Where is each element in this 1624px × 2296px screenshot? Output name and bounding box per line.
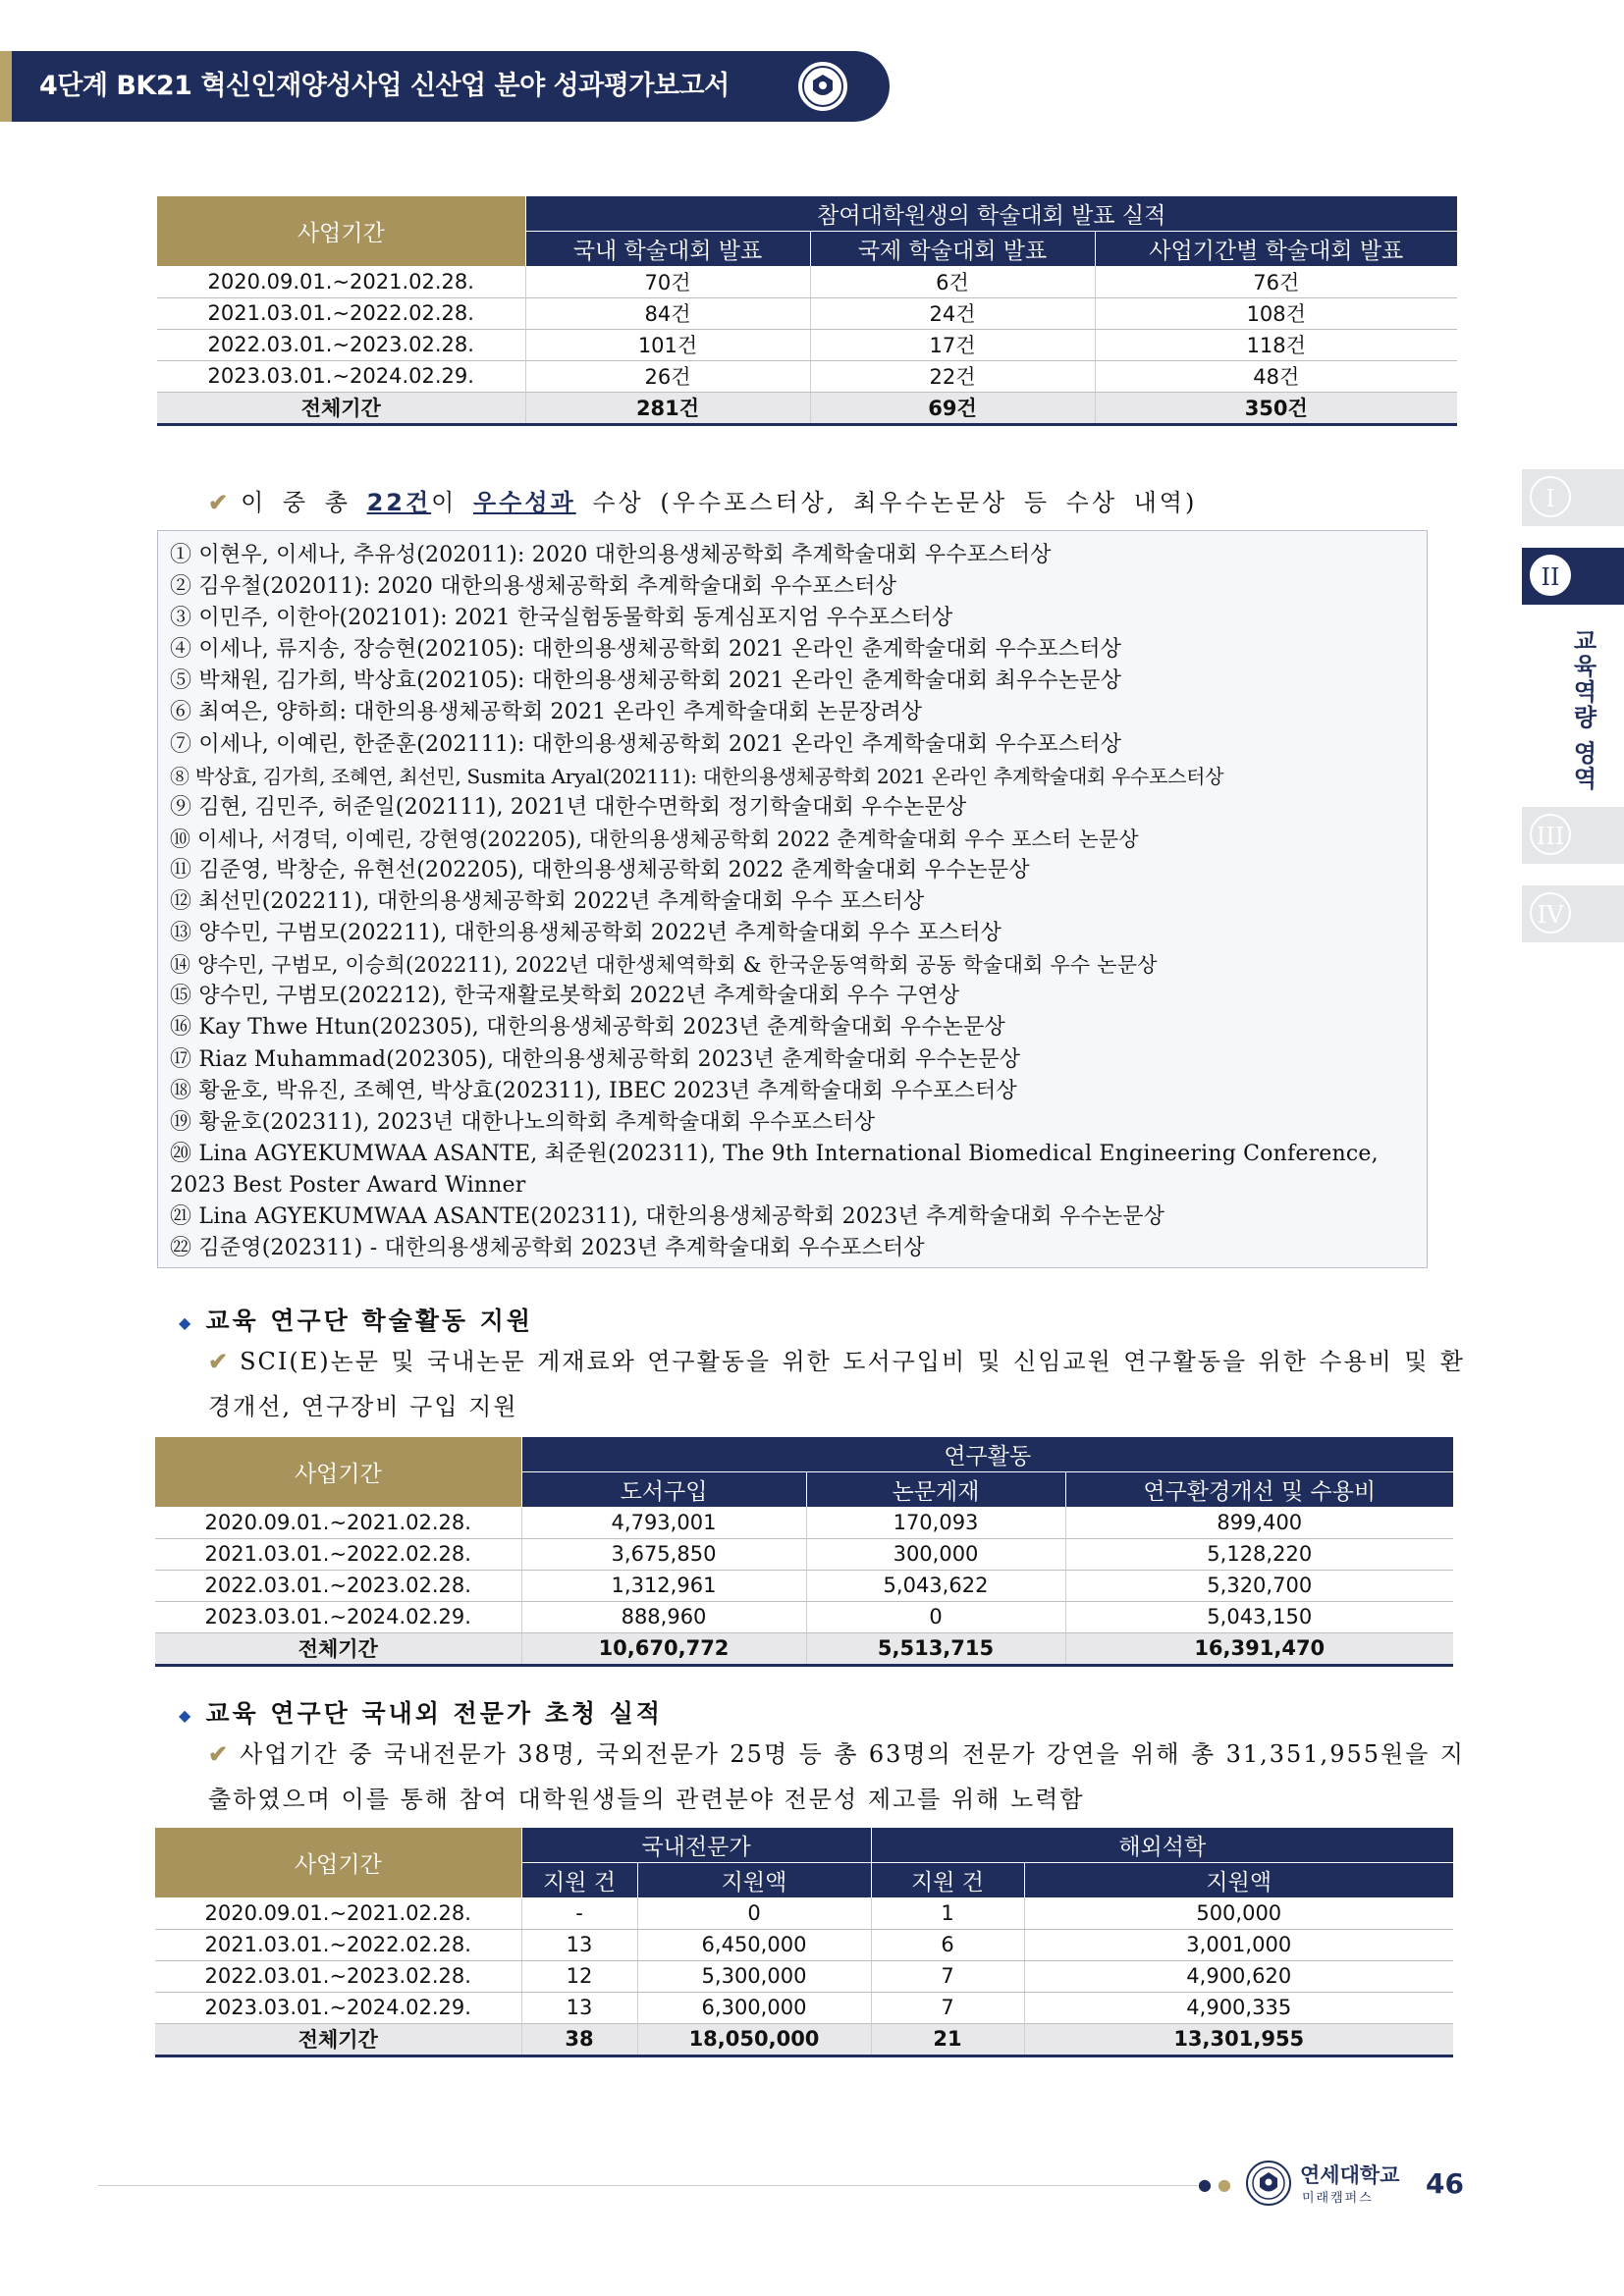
side-tab-4-label: IV: [1530, 892, 1571, 934]
table-row: [155, 1538, 1453, 1570]
table-cell: 888,960: [521, 1601, 806, 1632]
table-cell: 7: [871, 1992, 1024, 2023]
list-item: ⑮ 양수민, 구범모(202212), 한국재활로봇학회 2022년 추계학술대회 우수 구연상: [170, 984, 960, 1009]
table-cell: 2020.09.01.~2021.02.28.: [155, 1507, 521, 1538]
awards-list: [157, 530, 1428, 1268]
table2-group-header: 연구활동: [521, 1437, 1453, 1472]
table-cell: 6,450,000: [637, 1929, 871, 1960]
table-cell: 1: [871, 1897, 1024, 1929]
table2-col-header: 도서구입: [521, 1472, 806, 1508]
check-icon: ✔: [208, 1347, 231, 1375]
side-tab-3-label: III: [1530, 814, 1571, 855]
table3-group-header: 해외석학: [871, 1828, 1453, 1863]
table-cell: 350건: [1095, 392, 1457, 424]
side-tab-1-label: I: [1530, 476, 1571, 517]
list-item: ① 이현우, 이세나, 추유성(202011): 2020 대한의용생체공학회 추계학술대회 우수포스터상: [170, 543, 1052, 567]
table-total-row: [157, 392, 1457, 424]
list-item: ⑤ 박채원, 김가희, 박상효(202105): 대한의용생체공학회 2021 온라인 춘계학술대회 최우수논문상: [170, 668, 1122, 694]
table-cell: 2021.03.01.~2022.02.28.: [155, 1538, 521, 1570]
table3-col-header: 지원액: [637, 1863, 871, 1898]
list-item: ② 김우철(202011): 2020 대한의용생체공학회 추계학술대회 우수포스터상: [170, 574, 897, 600]
table-cell: 38: [521, 2023, 637, 2056]
diamond-bullet-icon: ◆: [179, 1312, 194, 1332]
table-cell: 69건: [810, 392, 1095, 424]
table-cell: 2022.03.01.~2023.02.28.: [155, 1960, 521, 1992]
table-cell: 17건: [810, 329, 1095, 360]
table-cell: 16,391,470: [1065, 1632, 1453, 1665]
table-cell: 26건: [525, 360, 810, 392]
list-item: ⑪ 김준영, 박창순, 유현선(202205), 대한의용생체공학회 2022 춘계학술대회 우수논문상: [170, 857, 1030, 882]
list-item: ㉒ 김준영(202311) - 대한의용생체공학회 2023년 추계학술대회 우수포스터상: [170, 1236, 925, 1261]
conference-presentations-table: [157, 196, 1457, 426]
table-row: [155, 1897, 1453, 1929]
list-item: ⑥ 최여은, 양하희: 대한의용생체공학회 2021 온라인 추계학술대회 논문장려상: [170, 700, 923, 725]
section-heading-text: 교육 연구단 국내외 전문가 초청 실적: [205, 1699, 664, 1728]
section3-text: 사업기간 중 국내전문가 38명, 국외전문가 25명 등 총 63명의 전문가 강연을 위해 총 31,351,955원을 지출하였으며 이를 통해 참여 대학원생들의 관련분야 전문성 제고를 위해 노력함: [208, 1740, 1465, 1813]
table-cell: 170,093: [806, 1507, 1065, 1538]
table-cell: 70건: [525, 266, 810, 297]
list-item: ⑦ 이세나, 이예린, 한준훈(202111): 대한의용생체공학회 2021 온라인 추계학술대회 우수포스터상: [170, 731, 1122, 757]
list-item: ⑬ 양수민, 구범모(202211), 대한의용생체공학회 2022년 추계학술대회 우수 포스터상: [170, 921, 1002, 946]
table-cell: 22건: [810, 360, 1095, 392]
table-cell: 2020.09.01.~2021.02.28.: [155, 1897, 521, 1929]
table-cell: 2022.03.01.~2023.02.28.: [157, 329, 525, 360]
check-icon: ✔: [208, 488, 232, 516]
list-item: ③ 이민주, 이한아(202101): 2021 한국실험동물학회 동계심포지엄 우수포스터상: [170, 606, 953, 631]
side-tab-2[interactable]: [1522, 548, 1624, 605]
table1-col-header: 국제 학술대회 발표: [810, 232, 1095, 267]
table-cell: 0: [637, 1897, 871, 1929]
list-item: ⑫ 최선민(202211), 대한의용생체공학회 2022년 추계학술대회 우수 포스터상: [170, 889, 925, 915]
table-cell: 21: [871, 2023, 1024, 2056]
list-item: ⑩ 이세나, 서경덕, 이예린, 강현영(202205), 대한의용생체공학회 2022 춘계학술대회 우수 포스터 논문상: [170, 827, 1139, 851]
table-cell: 24건: [810, 297, 1095, 329]
section-heading-academic-support: [179, 1302, 533, 1337]
table-row: [157, 360, 1457, 392]
table-row: [155, 1992, 1453, 2023]
page-number: 46: [1426, 2167, 1464, 2200]
section2-paragraph: [208, 1339, 1465, 1429]
awards-summary-prefix: 이 중 총: [241, 489, 367, 516]
table1-col-header: 사업기간별 학술대회 발표: [1095, 232, 1457, 267]
table-total-row: [155, 2023, 1453, 2056]
list-item: ⑱ 황윤호, 박유진, 조혜연, 박상효(202311), IBEC 2023년 추계학술대회 우수포스터상: [170, 1078, 1017, 1103]
table3-group-header: 국내전문가: [521, 1828, 871, 1863]
table-cell: 2021.03.01.~2022.02.28.: [157, 297, 525, 329]
footer-university-name: 연세대학교: [1300, 2163, 1400, 2187]
table-cell: 500,000: [1024, 1897, 1453, 1929]
table-cell: 1,312,961: [521, 1570, 806, 1601]
table3-col-header: 지원액: [1024, 1863, 1453, 1898]
table-cell: 전체기간: [155, 1632, 521, 1665]
list-item: ④ 이세나, 류지송, 장승현(202105): 대한의용생체공학회 2021 온라인 춘계학술대회 우수포스터상: [170, 637, 1122, 663]
list-item: ⑰ Riaz Muhammad(202305), 대한의용생체공학회 2023년 춘계학술대회 우수논문상: [170, 1046, 1021, 1072]
table-cell: 101건: [525, 329, 810, 360]
table-cell: 3,001,000: [1024, 1929, 1453, 1960]
table-cell: 0: [806, 1601, 1065, 1632]
awards-count: 22건: [366, 489, 432, 516]
section-heading-text: 교육 연구단 학술활동 지원: [205, 1307, 534, 1335]
table-cell: 5,513,715: [806, 1632, 1065, 1665]
table-cell: 2021.03.01.~2022.02.28.: [155, 1929, 521, 1960]
table-total-row: [155, 1632, 1453, 1665]
expert-invitation-table: [155, 1828, 1453, 2057]
table-cell: 300,000: [806, 1538, 1065, 1570]
list-item: ⑳ Lina AGYEKUMWAA ASANTE, 최준원(202311), The 9th International Biomedical Engineering Conference, 2023 Best Poster Award Winner: [170, 1141, 1379, 1198]
table-cell: 12: [521, 1960, 637, 1992]
table2-period-header: 사업기간: [155, 1437, 521, 1507]
table-cell: 2020.09.01.~2021.02.28.: [157, 266, 525, 297]
table-cell: 2023.03.01.~2024.02.29.: [155, 1601, 521, 1632]
table3-col-header: 지원 건: [871, 1863, 1024, 1898]
table-cell: 899,400: [1065, 1507, 1453, 1538]
table-cell: 전체기간: [155, 2023, 521, 2056]
section3-paragraph: [208, 1732, 1465, 1822]
table-cell: 13,301,955: [1024, 2023, 1453, 2056]
footer-dots-icon: ●●: [1198, 2175, 1237, 2194]
diamond-bullet-icon: ◆: [179, 1705, 194, 1725]
table1-group-header: 참여대학원생의 학술대회 발표 실적: [525, 196, 1457, 232]
table-cell: 48건: [1095, 360, 1457, 392]
table2-col-header: 연구환경개선 및 수용비: [1065, 1472, 1453, 1508]
table-cell: 7: [871, 1960, 1024, 1992]
table-cell: 2023.03.01.~2024.02.29.: [157, 360, 525, 392]
university-logo-icon: [1245, 2160, 1292, 2207]
side-tab-2-label: II: [1530, 555, 1571, 596]
list-item: ⑧ 박상효, 김가희, 조혜연, 최선민, Susmita Aryal(202111): 대한의용생체공학회 2021 온라인 추계학술대회 우수포스터상: [170, 764, 1224, 788]
table-cell: 5,043,150: [1065, 1601, 1453, 1632]
table-cell: 4,900,620: [1024, 1960, 1453, 1992]
table-cell: 118건: [1095, 329, 1457, 360]
side-tab-1[interactable]: [1522, 469, 1624, 526]
section2-text: SCI(E)논문 및 국내논문 게재료와 연구활동을 위한 도서구입비 및 신임교원 연구활동을 위한 수용비 및 환경개선, 연구장비 구입 지원: [208, 1348, 1465, 1420]
awards-summary-mid: 이: [431, 489, 473, 516]
table-cell: 3,675,850: [521, 1538, 806, 1570]
table-row: [157, 266, 1457, 297]
table3-period-header: 사업기간: [155, 1828, 521, 1897]
table-cell: -: [521, 1897, 637, 1929]
list-item: ⑨ 김현, 김민주, 허준일(202111), 2021년 대한수면학회 정기학술대회 우수논문상: [170, 794, 967, 820]
table-row: [155, 1960, 1453, 1992]
table-row: [157, 329, 1457, 360]
table-row: [155, 1570, 1453, 1601]
table-cell: 18,050,000: [637, 2023, 871, 2056]
table-cell: 5,300,000: [637, 1960, 871, 1992]
side-section-label: 교육역량 영역: [1569, 628, 1597, 792]
side-tab-3[interactable]: [1522, 807, 1624, 864]
awards-highlight: 우수성과: [472, 489, 576, 516]
footer-divider: [98, 2185, 1198, 2186]
header-bar: [0, 51, 854, 122]
table-cell: 2022.03.01.~2023.02.28.: [155, 1570, 521, 1601]
table-row: [155, 1601, 1453, 1632]
section-heading-expert-invitation: [179, 1694, 663, 1730]
list-item: ⑭ 양수민, 구범모, 이승희(202211), 2022년 대한생체역학회 & 한국운동역학회 공동 학술대회 우수 논문상: [170, 953, 1158, 978]
list-item: ⑲ 황윤호(202311), 2023년 대한나노의학회 추계학술대회 우수포스터상: [170, 1109, 876, 1135]
report-title: 4단계 BK21 혁신인재양성사업 신산업 분야 성과평가보고서: [39, 71, 730, 101]
table2-col-header: 논문게재: [806, 1472, 1065, 1508]
table-cell: 5,320,700: [1065, 1570, 1453, 1601]
table-cell: 5,128,220: [1065, 1538, 1453, 1570]
table-cell: 2023.03.01.~2024.02.29.: [155, 1992, 521, 2023]
table-cell: 6,300,000: [637, 1992, 871, 2023]
list-item: ㉑ Lina AGYEKUMWAA ASANTE(202311), 대한의용생체공학회 2023년 추계학술대회 우수논문상: [170, 1203, 1165, 1229]
side-tab-4[interactable]: [1522, 885, 1624, 942]
table-cell: 6건: [810, 266, 1095, 297]
list-item: ⑯ Kay Thwe Htun(202305), 대한의용생체공학회 2023년 춘계학술대회 우수논문상: [170, 1015, 1006, 1041]
table-cell: 281건: [525, 392, 810, 424]
table1-col-header: 국내 학술대회 발표: [525, 232, 810, 267]
table-cell: 4,793,001: [521, 1507, 806, 1538]
table-cell: 전체기간: [157, 392, 525, 424]
table-cell: 6: [871, 1929, 1024, 1960]
table1-period-header: 사업기간: [157, 196, 525, 266]
table-cell: 10,670,772: [521, 1632, 806, 1665]
table-row: [155, 1507, 1453, 1538]
table-cell: 4,900,335: [1024, 1992, 1453, 2023]
university-emblem-icon: [795, 59, 850, 114]
table-cell: 108건: [1095, 297, 1457, 329]
table3-col-header: 지원 건: [521, 1863, 637, 1898]
awards-summary: [208, 483, 1197, 517]
table-row: [155, 1929, 1453, 1960]
table-cell: 76건: [1095, 266, 1457, 297]
awards-summary-suffix: 수상 (우수포스터상, 최우수논문상 등 수상 내역): [575, 489, 1198, 516]
table-cell: 5,043,622: [806, 1570, 1065, 1601]
footer-campus-name: 미래캠퍼스: [1302, 2191, 1374, 2206]
table-cell: 84건: [525, 297, 810, 329]
table-row: [157, 297, 1457, 329]
table-cell: 13: [521, 1992, 637, 2023]
research-activity-support-table: [155, 1437, 1453, 1667]
check-icon: ✔: [208, 1739, 231, 1768]
table-cell: 13: [521, 1929, 637, 1960]
